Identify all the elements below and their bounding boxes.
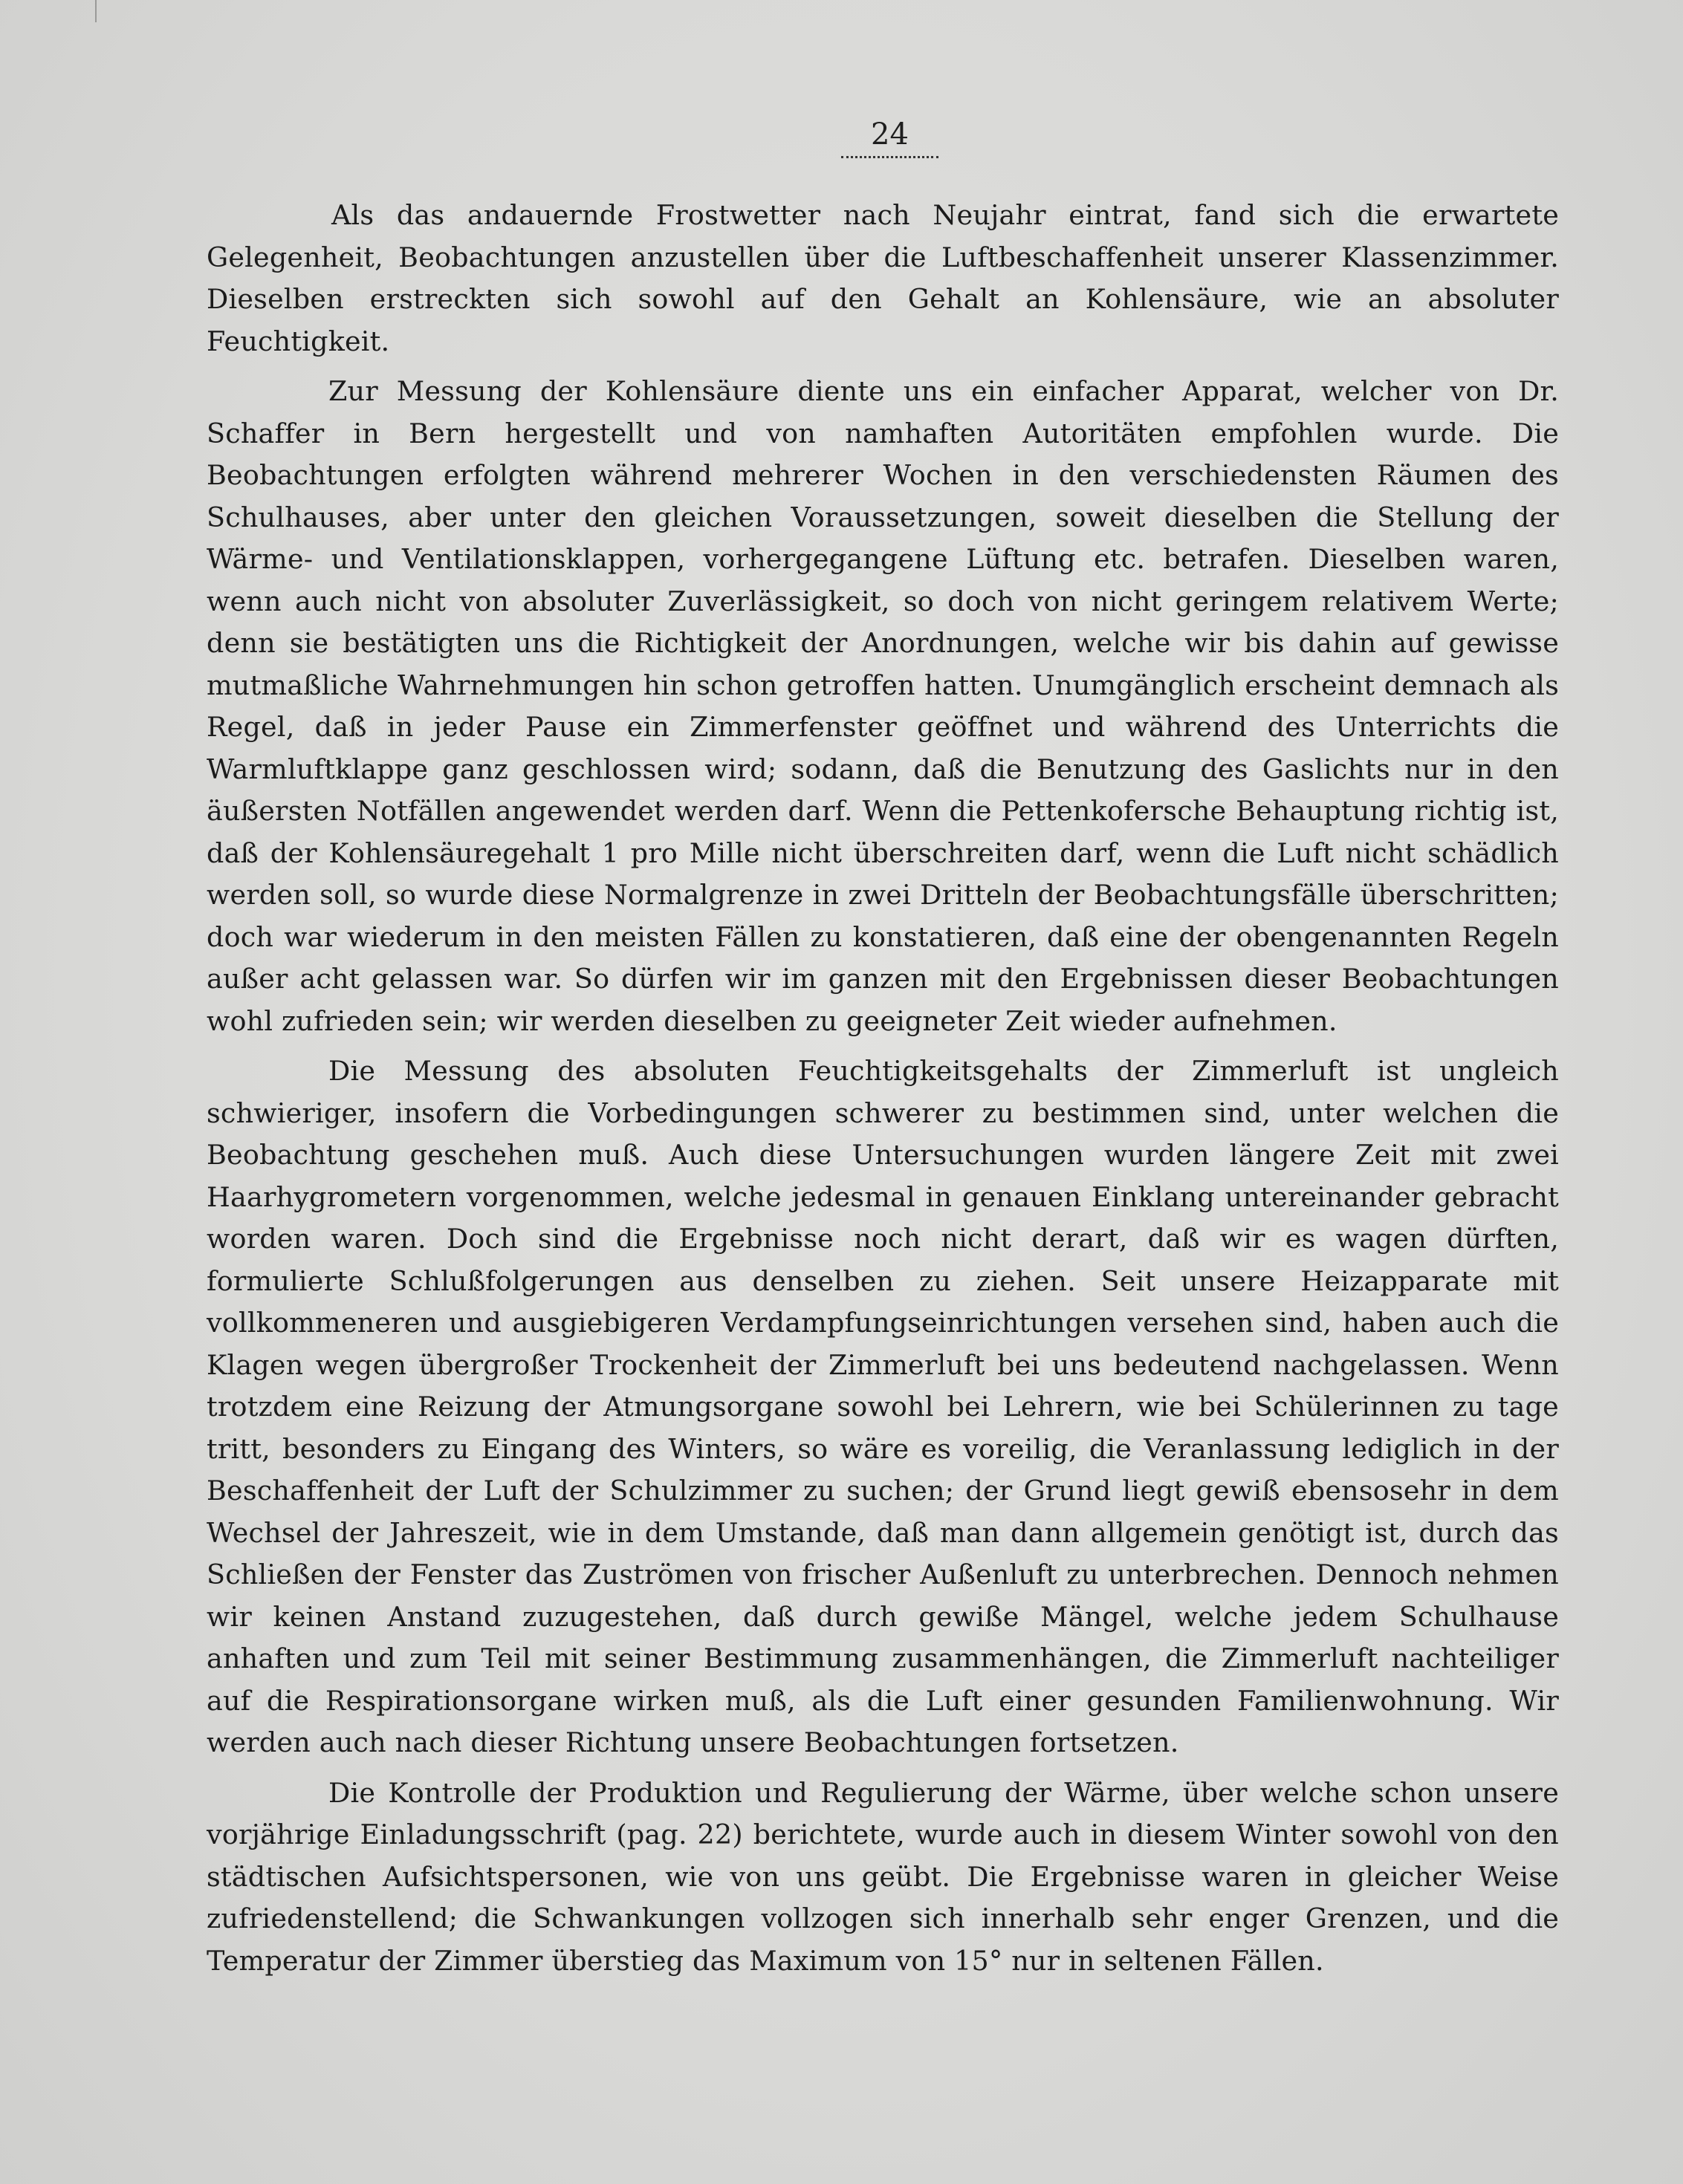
binding-mark: [95, 0, 97, 22]
paragraph-heat-control: Die Kontrolle der Produktion und Regulierung der Wärme, über welche schon unsere vorjährige Einladungsschrift (pag. 22) berichtete, wurde auch in diesem Winter sowohl von den städtischen Aufsichtspersonen, wie von uns geübt. Die Ergebnisse waren in gleicher Weise zufriedenstellend; die Schwankungen vollzogen sich innerhalb sehr enger Grenzen, und die Temperatur der Zimmer überstieg das Maximum von 15° nur in seltenen Fällen.: [207, 1776, 1559, 1977]
page-header: [0, 117, 1683, 158]
paragraph-frost-weather: Als das andauernde Frostwetter nach Neujahr eintrat, fand sich die erwartete Gelegenheit, Beobachtungen anzustellen über die Luftbeschaffenheit unserer Klassenzimmer. Dieselben erstreckten sich sowohl auf den Gehalt an Kohlensäure, wie an absoluter Feuchtigkeit.: [207, 199, 1559, 357]
body-text: [207, 195, 1559, 1990]
page-number: 24: [841, 117, 938, 158]
paragraph-humidity: Die Messung des absoluten Feuchtigkeitsgehalts der Zimmerluft ist ungleich schwieriger, insofern die Vorbedingungen schwerer zu bestimmen sind, unter welchen die Beobachtung geschehen muß. Auch diese Untersuchungen wurden längere Zeit mit zwei Haarhygrometern vorgenommen, welche jedesmal in genauen Einklang untereinander gebracht worden waren. Doch sind die Ergebnisse noch nicht derart, daß wir es wagen dürften, formulierte Schlußfolgerungen aus denselben zu ziehen. Seit unsere Heizapparate mit vollkommeneren und ausgiebigeren Verdampfungseinrichtungen versehen sind, haben auch die Klagen wegen übergroßer Trockenheit der Zimmerluft bei uns bedeutend nachgelassen. Wenn trotzdem eine Reizung der Atmungsorgane sowohl bei Lehrern, wie bei Schülerinnen zu tage tritt, besonders zu Eingang des Winters, so wäre es voreilig, die Veranlassung lediglich in der Beschaffenheit der Luft der Schulzimmer zu suchen; der Grund liegt gewiß ebensosehr in dem Wechsel der Jahreszeit, wie in dem Umstande, daß man dann allgemein genötigt ist, durch das Schließen der Fenster das Zuströmen von frischer Außenluft zu unterbrechen. Dennoch nehmen wir keinen Anstand zuzugestehen, daß durch gewiße Mängel, welche jedem Schulhause anhaften und zum Teil mit seiner Bestimmung zusammenhängen, die Zimmerluft nachteiliger auf die Respirationsorgane wirken muß, als die Luft einer gesunden Familienwohnung. Wir werden auch nach dieser Richtung unsere Beobachtungen fortsetzen.: [207, 1055, 1559, 1758]
paragraph-carbon-dioxide: Zur Messung der Kohlensäure diente uns ein einfacher Apparat, welcher von Dr. Schaffer in Bern hergestellt und von namhaften Autoritäten empfohlen wurde. Die Beobachtungen erfolgten während mehrerer Wochen in den verschiedensten Räumen des Schulhauses, aber unter den gleichen Voraussetzungen, soweit dieselben die Stellung der Wärme- und Ventilationsklappen, vorhergegangene Lüftung etc. betrafen. Dieselben waren, wenn auch nicht von absoluter Zuverlässigkeit, so doch von nicht geringem relativem Werte; denn sie bestätigten uns die Richtigkeit der Anordnungen, welche wir bis dahin auf gewisse mutmaßliche Wahrnehmungen hin schon getroffen hatten. Unumgänglich erscheint demnach als Regel, daß in jeder Pause ein Zimmerfenster geöffnet und während des Unterrichts die Warmluftklappe ganz geschlossen wird; sodann, daß die Benutzung des Gaslichts nur in den äußersten Notfällen angewendet werden darf. Wenn die Pettenkofersche Behauptung richtig ist, daß der Kohlensäuregehalt 1 pro Mille nicht überschreiten darf, wenn die Luft nicht schädlich werden soll, so wurde diese Normalgrenze in zwei Dritteln der Beobachtungsfälle überschritten; doch war wiederum in den meisten Fällen zu konstatieren, daß eine der obengenannten Regeln außer acht gelassen war. So dürfen wir im ganzen mit den Ergebnissen dieser Beobachtungen wohl zufrieden sein; wir werden dieselben zu geeigneter Zeit wieder aufnehmen.: [207, 375, 1559, 1037]
